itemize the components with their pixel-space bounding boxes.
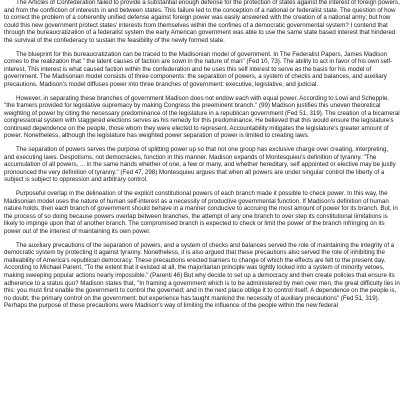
- paragraph-6: The auxiliary precautions of the separation of powers, and a system of checks and balances served the role of maintaining the integrity of a democratic system by protecting it against tyranny. Nonetheless, it is also argued that these precautions also served the role of inhibiting the malleability of America's republican democracy. These precautions erected barriers to change of which the effects are felt to the present day. According to Michael Parent, "To the extent that it existed at all, the majoritarian principle was tightly locked into a system of minority vetoes, making sweeping popular actions nearly impossible." (Parenti 46) But why decide to set up a democracy and then create policies that ensure its adherence to a status quo? Madison states that, "In framing a government which is to be administered by men over men, the great difficulty lies in this: you must first enable the government to control the governed; and in the next place oblige it to control itself. A dependence on the people is, no doubt, the primary control on the government; but experience has taught mankind the necessity of auxiliary precautions" (Fed 51, 319). Perhaps the purpose of these precautions were Madison's way of limiting the influence of the people within the new federal: [4, 241, 400, 310]
- paragraph-5: Purposeful overlap in the delineation of the explicit constitutional powers of each branch made it possible to check power. In this way, the Madisonian model uses the nature of human self-interest as a necessity of productive governmental function. If Madison's definition of human nature holds, then each branch of government should behave in a manner conducive to accruing the most amount of power for its branch. But, in the process of so doing because powers overlap between branches, the attempt of any one branch to over step its constitutional limitations is likely to impinge upon that of another branch. The compromised branch is expected to check or limit the power of the branch infringing on its power out of the interest of maintaining its own power.: [4, 190, 398, 235]
- paragraph-4: The separation of powers serves the purpose of splitting power up so that not one group has exclusive charge over creating, interpreting, and executing laws. Despotisms, not democracies, function in this manner. Madison expands of Montesquieu's definition of tyranny. "The accumulation of all powers, ... in the same hands whether of one, a few or many, and whether hereditary, self appointed or elective may be justly pronounced the very definition of tyranny." (Fed 47, 298) Montesquieu argues that when all powers are under singular control the liberty of a subject is subject to oppression and arbitrary control.: [4, 146, 396, 184]
- paragraph-1: The Articles of Confederation failed to provide a substantial enough defense for the protection of states against the interest of foreign powers, and from the confliction of interests in and between states. This failure led to the conception of a national or federalist state. The question of how to correct the problem of a coherently unified defense against foreign power was easily answered with the creation of a national army; but how could this new government protect states' interests from themselves within the confines of a democratic governmental system? I contend that through the bureaucratization of a federalist system the early American government was able to use the same state based interest that hindered the survival of the confederacy to sustain the feasibility of the newly formed state.: [4, 0, 400, 44]
- paragraph-3: However, in separating these branches of government Madison does not endow each with equal power. According to Lowi and Schepple, "the framers provided for legislative supremacy by making Congress the preeminent branch." (99) Madison justifies this uneven theoretical weighting of power by citing the necessary predominance of the legislature in a republican government (Fed 51, 319). The creation of a bicameral congressional system with staggered elections serves as his remedy for this predominance. He believed that this would ensure the legislature's continued dependence on the people, those whom they were elected to represent. Accountability mitigates the legislature's greater amount of power. Nonetheless, although the legislature has weighted power separation of power is limited to creating laws.: [4, 94, 400, 140]
- paragraph-2: The blueprint for this bureaucratization can be traced to the Madisonian model of government. In The Federalist Papers, James Madison comes to the realization that " the latent causes of faction are sown in the nature of man" (Fed 10, 73). The ability to act in favor of his own self-interest. This interest is what caused faction within the confederation and he uses this self interest to serve as the basis for his model of government. The Madisonian model consists of three components: the separation of powers, a system of checks and balances, and auxiliary precautions. Madison's model diffuses power into three branches of government: executive, legislative, and judicial.: [4, 50, 393, 88]
